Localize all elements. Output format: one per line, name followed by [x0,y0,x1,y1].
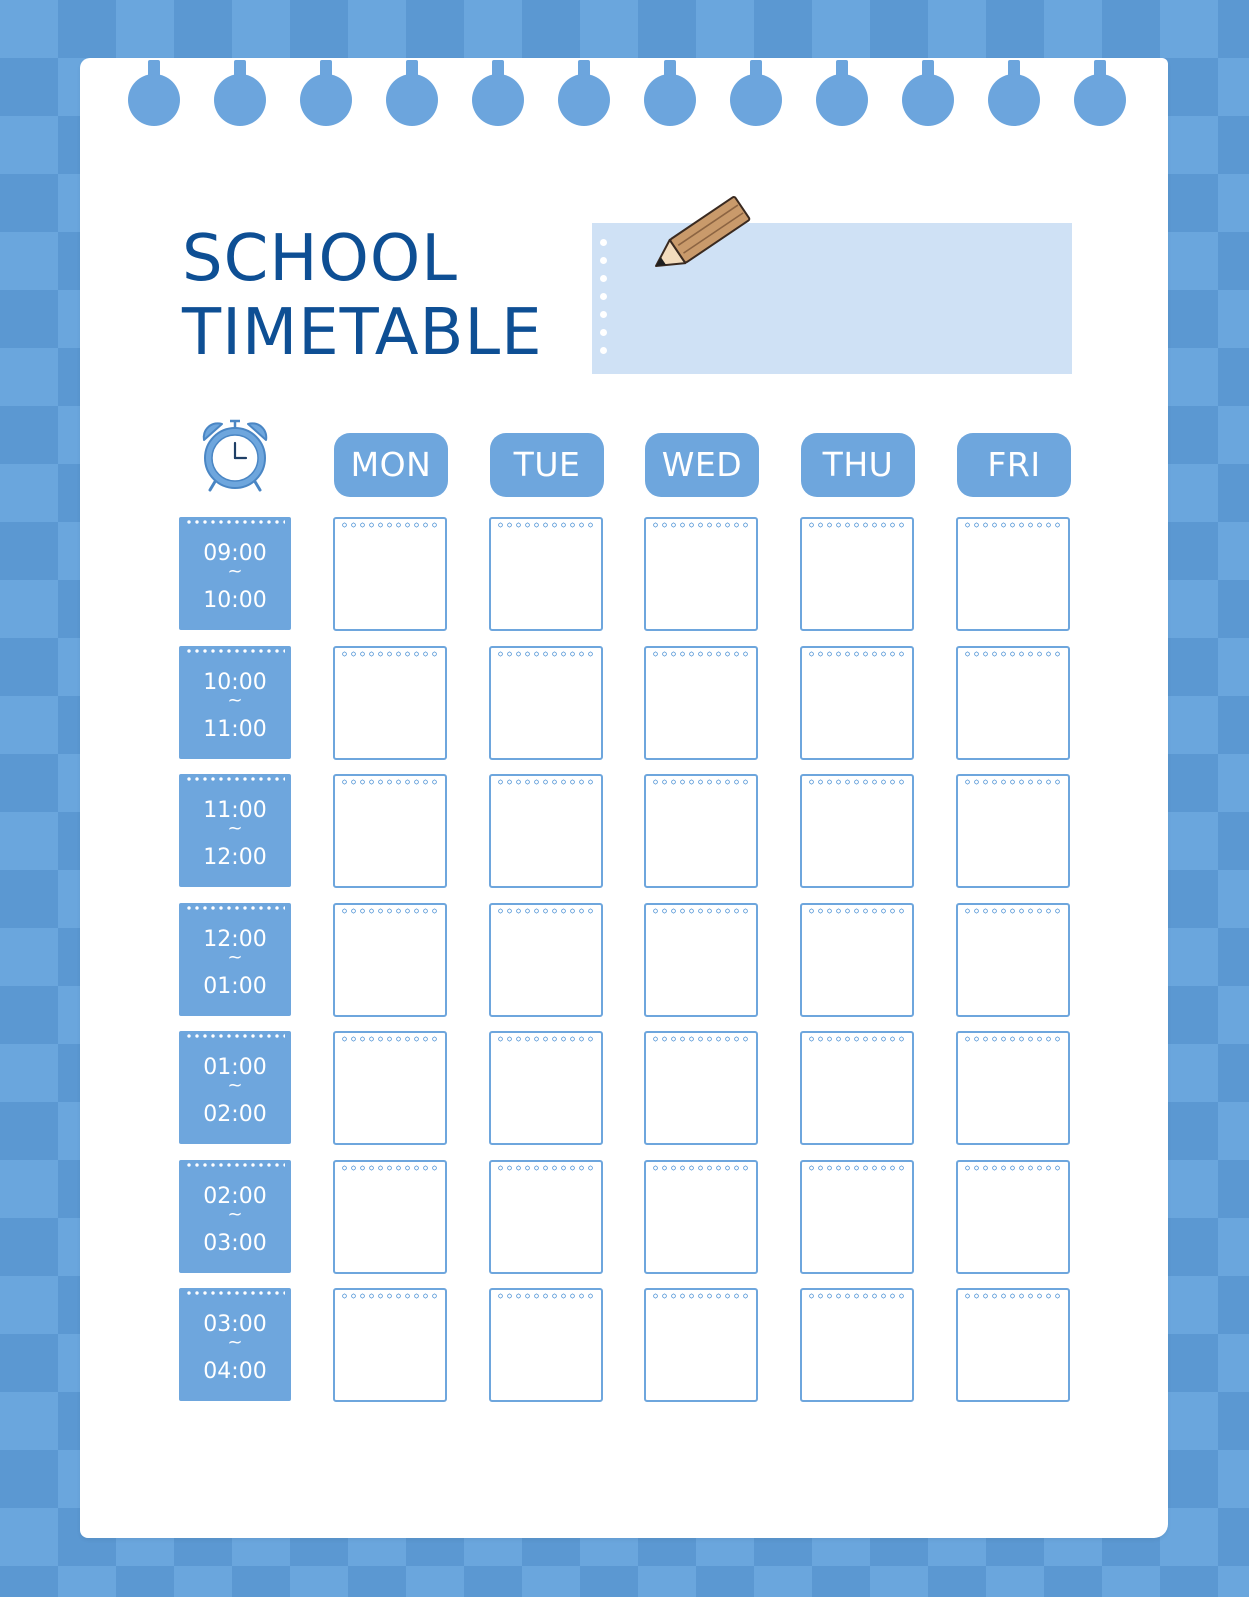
timetable-cell-tue-3[interactable] [489,774,603,888]
time-slot-label [179,646,291,759]
time-separator: ~ [227,818,243,839]
timetable-cell-mon-3[interactable] [333,774,447,888]
timetable-cell-fri-1[interactable] [956,517,1070,631]
timetable-cell-mon-1[interactable] [333,517,447,631]
title-line-2: TIMETABLE [182,296,543,370]
time-slot-label [179,1160,291,1273]
time-slot-label [179,517,291,630]
time-separator: ~ [227,1203,243,1225]
time-end: 02:00 [203,1102,267,1127]
time-separator: ~ [227,946,243,968]
time-start: 12:00 [203,926,267,952]
timetable-cell-fri-5[interactable] [956,1031,1070,1145]
timetable-cell-wed-6[interactable] [644,1160,758,1274]
time-end: 03:00 [203,1230,267,1256]
binder-ring [729,60,783,126]
page-title [182,222,543,370]
note-dots [600,239,610,365]
time-end: 04:00 [203,1359,267,1384]
time-separator: ~ [227,689,243,711]
time-slot-label [179,1031,291,1144]
timetable-cell-fri-3[interactable] [956,774,1070,888]
binder-ring [213,60,267,126]
timetable-cell-mon-4[interactable] [333,903,447,1017]
time-start: 01:00 [203,1055,267,1080]
timetable-cell-tue-4[interactable] [489,903,603,1017]
binder-ring [815,60,869,126]
alarm-clock-icon [196,418,274,496]
timetable-cell-wed-2[interactable] [644,646,758,760]
timetable-cell-tue-6[interactable] [489,1160,603,1274]
timetable-cell-thu-7[interactable] [800,1288,914,1402]
timetable-cell-wed-7[interactable] [644,1288,758,1402]
binder-ring [643,60,697,126]
day-header-wed: WED [645,433,759,497]
timetable-cell-wed-1[interactable] [644,517,758,631]
time-start: 03:00 [203,1312,267,1337]
time-separator: ~ [227,561,243,582]
timetable-cell-mon-5[interactable] [333,1031,447,1145]
time-end: 11:00 [203,716,267,742]
timetable-cell-wed-4[interactable] [644,903,758,1017]
binder-ring [127,60,181,126]
timetable-cell-wed-5[interactable] [644,1031,758,1145]
timetable-cell-tue-7[interactable] [489,1288,603,1402]
time-slot-label [179,1288,291,1401]
timetable-cell-fri-2[interactable] [956,646,1070,760]
time-start: 09:00 [203,541,267,566]
timetable-cell-thu-4[interactable] [800,903,914,1017]
time-end: 10:00 [203,588,267,613]
timetable-cell-tue-5[interactable] [489,1031,603,1145]
timetable-cell-wed-3[interactable] [644,774,758,888]
binder-ring [299,60,353,126]
title-line-1: SCHOOL [182,222,458,296]
timetable-cell-mon-7[interactable] [333,1288,447,1402]
binder-ring [987,60,1041,126]
time-start: 10:00 [203,669,267,695]
day-header-fri: FRI [957,433,1071,497]
day-header-thu: THU [801,433,915,497]
timetable-cell-thu-3[interactable] [800,774,914,888]
timetable-cell-thu-1[interactable] [800,517,914,631]
timetable-cell-mon-6[interactable] [333,1160,447,1274]
binder-ring [385,60,439,126]
timetable-cell-thu-6[interactable] [800,1160,914,1274]
time-end: 01:00 [203,973,267,999]
day-header-mon: MON [334,433,448,497]
time-slot-label [179,903,291,1016]
timetable-cell-thu-2[interactable] [800,646,914,760]
timetable-cell-fri-6[interactable] [956,1160,1070,1274]
binder-ring [557,60,611,126]
binder-ring [901,60,955,126]
time-separator: ~ [227,1332,243,1353]
day-header-tue: TUE [490,433,604,497]
time-slot-label [179,774,291,887]
timetable-cell-tue-1[interactable] [489,517,603,631]
timetable-cell-tue-2[interactable] [489,646,603,760]
binder-ring [471,60,525,126]
timetable-cell-mon-2[interactable] [333,646,447,760]
binder-ring [1073,60,1127,126]
timetable-cell-fri-4[interactable] [956,903,1070,1017]
pencil-icon [650,186,766,286]
time-start: 02:00 [203,1183,267,1209]
time-start: 11:00 [203,798,267,823]
time-separator: ~ [227,1075,243,1096]
time-end: 12:00 [203,845,267,870]
timetable-cell-thu-5[interactable] [800,1031,914,1145]
timetable-cell-fri-7[interactable] [956,1288,1070,1402]
